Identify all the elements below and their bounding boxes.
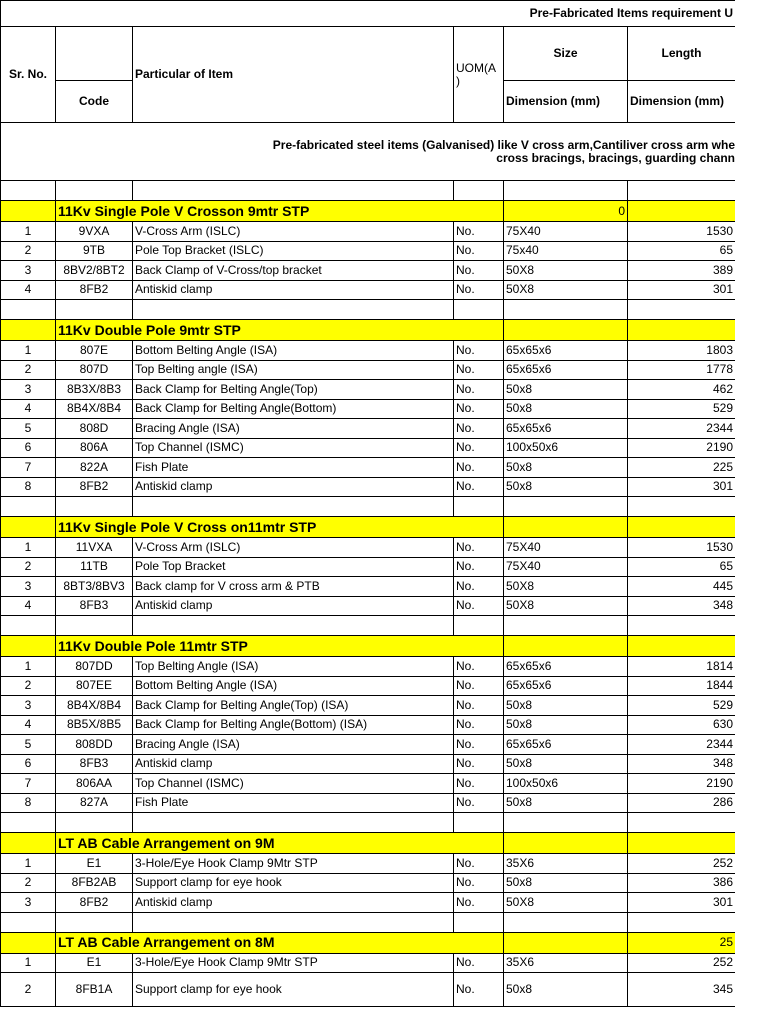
cell-code: 807DD	[56, 657, 133, 677]
table-row	[1, 793, 736, 813]
header-particular: Particular of Item	[133, 27, 454, 123]
cell-size: 75X40	[504, 557, 628, 577]
spacer-row	[1, 912, 736, 932]
cell-sr-no: 8	[1, 477, 56, 497]
cell-uom: No.	[454, 596, 504, 616]
table-row	[1, 676, 736, 696]
cell-size: 50x8	[504, 458, 628, 478]
empty-cell	[1, 616, 56, 636]
cell-particular: Antiskid clamp	[133, 893, 454, 913]
cell-uom: No.	[454, 341, 504, 361]
cell-length: 286	[628, 793, 736, 813]
cell-uom: No.	[454, 399, 504, 419]
cell-uom: No.	[454, 241, 504, 261]
header-code: Code	[56, 81, 133, 123]
banner-cell	[1, 123, 736, 181]
cell-length: 1803	[628, 341, 736, 361]
section-sr-empty	[1, 517, 56, 538]
table-row	[1, 477, 736, 497]
cell-sr-no: 6	[1, 754, 56, 774]
cell-length: 529	[628, 696, 736, 716]
cell-size: 35X6	[504, 854, 628, 874]
cell-sr-no: 7	[1, 458, 56, 478]
cell-size: 100x50x6	[504, 774, 628, 794]
cell-size: 50x8	[504, 973, 628, 1007]
table-row	[1, 774, 736, 794]
empty-cell	[454, 813, 504, 833]
cell-particular: Back Clamp for Belting Angle(Top) (ISA)	[133, 696, 454, 716]
section-header-row	[1, 320, 736, 341]
cell-particular: Bracing Angle (ISA)	[133, 419, 454, 439]
cell-uom: No.	[454, 438, 504, 458]
cell-code: 9TB	[56, 241, 133, 261]
empty-cell	[504, 181, 628, 201]
cell-sr-no: 2	[1, 873, 56, 893]
cell-length: 1778	[628, 360, 736, 380]
cell-length: 386	[628, 873, 736, 893]
empty-cell	[504, 497, 628, 517]
table-row	[1, 893, 736, 913]
cell-length: 301	[628, 477, 736, 497]
cell-uom: No.	[454, 676, 504, 696]
empty-cell	[133, 616, 454, 636]
cell-code: 8FB3	[56, 754, 133, 774]
cell-length: 1530	[628, 222, 736, 242]
cell-code: 8B3X/8B3	[56, 380, 133, 400]
cell-uom: No.	[454, 973, 504, 1007]
empty-cell	[628, 181, 736, 201]
cell-length: 445	[628, 577, 736, 597]
cell-uom: No.	[454, 854, 504, 874]
cell-sr-no: 2	[1, 973, 56, 1007]
cell-size: 100x50x6	[504, 438, 628, 458]
section-length-value	[628, 517, 736, 538]
cell-size: 75X40	[504, 222, 628, 242]
table-row	[1, 380, 736, 400]
cell-size: 50X8	[504, 893, 628, 913]
cell-size: 65x65x6	[504, 360, 628, 380]
cell-sr-no: 3	[1, 893, 56, 913]
cell-sr-no: 3	[1, 696, 56, 716]
empty-cell	[504, 300, 628, 320]
empty-cell	[56, 813, 133, 833]
table-row	[1, 419, 736, 439]
table-row	[1, 577, 736, 597]
table-row	[1, 657, 736, 677]
cell-code: 807E	[56, 341, 133, 361]
section-title: 11Kv Double Pole 9mtr STP	[56, 320, 504, 341]
cell-particular: Top Belting angle (ISA)	[133, 360, 454, 380]
cell-particular: V-Cross Arm (ISLC)	[133, 222, 454, 242]
empty-cell	[628, 912, 736, 932]
header-sr-no: Sr. No.	[1, 27, 56, 123]
empty-cell	[628, 616, 736, 636]
table-row	[1, 360, 736, 380]
cell-length: 630	[628, 715, 736, 735]
table-row	[1, 715, 736, 735]
cell-size: 50x8	[504, 696, 628, 716]
cell-code: 8FB2	[56, 280, 133, 300]
cell-sr-no: 1	[1, 341, 56, 361]
cell-code: 8FB1A	[56, 973, 133, 1007]
banner-row	[1, 123, 736, 181]
table-row	[1, 222, 736, 242]
cell-uom: No.	[454, 657, 504, 677]
cell-particular: Antiskid clamp	[133, 477, 454, 497]
empty-cell	[133, 912, 454, 932]
table-row	[1, 438, 736, 458]
cell-sr-no: 1	[1, 222, 56, 242]
cell-sr-no: 1	[1, 538, 56, 558]
cell-particular: Antiskid clamp	[133, 754, 454, 774]
cell-length: 529	[628, 399, 736, 419]
empty-cell	[454, 300, 504, 320]
section-length-value	[628, 320, 736, 341]
cell-size: 50X8	[504, 596, 628, 616]
cell-length: 345	[628, 973, 736, 1007]
cell-uom: No.	[454, 577, 504, 597]
cell-size: 35X6	[504, 953, 628, 973]
table-row	[1, 280, 736, 300]
section-length-value	[628, 201, 736, 222]
table-row	[1, 557, 736, 577]
cell-sr-no: 4	[1, 715, 56, 735]
cell-size: 50x8	[504, 873, 628, 893]
cell-uom: No.	[454, 793, 504, 813]
section-header-row	[1, 932, 736, 953]
cell-code: 808DD	[56, 735, 133, 755]
cell-size: 50x8	[504, 399, 628, 419]
cell-sr-no: 3	[1, 577, 56, 597]
section-sr-empty	[1, 932, 56, 953]
empty-cell	[133, 497, 454, 517]
cell-uom: No.	[454, 715, 504, 735]
cell-code: 8BV2/8BT2	[56, 261, 133, 281]
empty-cell	[1, 497, 56, 517]
section-size-value: 0	[504, 201, 628, 222]
cell-size: 50x8	[504, 477, 628, 497]
section-size-value	[504, 320, 628, 341]
cell-uom: No.	[454, 458, 504, 478]
section-title: 11Kv Single Pole V Cross on11mtr STP	[56, 517, 504, 538]
section-size-value	[504, 636, 628, 657]
section-header-row	[1, 636, 736, 657]
section-length-value: 25	[628, 932, 736, 953]
cell-length: 2344	[628, 735, 736, 755]
cell-length: 348	[628, 596, 736, 616]
cell-particular: Pole Top Bracket (ISLC)	[133, 241, 454, 261]
cell-code: 808D	[56, 419, 133, 439]
cell-code: E1	[56, 953, 133, 973]
empty-cell	[133, 300, 454, 320]
cell-sr-no: 2	[1, 557, 56, 577]
section-sr-empty	[1, 201, 56, 222]
banner-line-1: Pre-fabricated steel items (Galvanised) like V cross arm,Cantiliver cross arm whe	[272, 137, 735, 152]
empty-cell	[454, 912, 504, 932]
table-row	[1, 458, 736, 478]
header-code-top	[56, 27, 133, 81]
empty-cell	[56, 300, 133, 320]
empty-cell	[1, 813, 56, 833]
table-row	[1, 696, 736, 716]
section-length-value	[628, 833, 736, 854]
cell-uom: No.	[454, 261, 504, 281]
cell-size: 50x8	[504, 793, 628, 813]
cell-code: 806A	[56, 438, 133, 458]
sheet-title: Pre-Fabricated Items requirement U	[1, 1, 736, 27]
cell-code: 822A	[56, 458, 133, 478]
cell-uom: No.	[454, 873, 504, 893]
title-row	[1, 1, 736, 27]
cell-uom: No.	[454, 419, 504, 439]
cell-code: 807D	[56, 360, 133, 380]
table-row	[1, 973, 736, 1007]
table-row	[1, 596, 736, 616]
section-size-value	[504, 833, 628, 854]
cell-particular: Antiskid clamp	[133, 280, 454, 300]
cell-particular: Bracing Angle (ISA)	[133, 735, 454, 755]
cell-uom: No.	[454, 774, 504, 794]
cell-size: 65x65x6	[504, 657, 628, 677]
cell-size: 50X8	[504, 261, 628, 281]
cell-code: 9VXA	[56, 222, 133, 242]
section-title: LT AB Cable Arrangement on 8M	[56, 932, 504, 953]
cell-uom: No.	[454, 222, 504, 242]
empty-cell	[133, 813, 454, 833]
table-row	[1, 735, 736, 755]
header-uom	[454, 27, 504, 123]
table-row	[1, 873, 736, 893]
spacer-row	[1, 181, 736, 201]
header-row-1	[1, 27, 736, 81]
section-length-value	[628, 636, 736, 657]
cell-sr-no: 7	[1, 774, 56, 794]
empty-cell	[56, 912, 133, 932]
cell-sr-no: 4	[1, 399, 56, 419]
cell-code: 11VXA	[56, 538, 133, 558]
cell-code: 8FB2	[56, 893, 133, 913]
spacer-row	[1, 813, 736, 833]
banner-line-2: cross bracings, bracings, guarding chann	[496, 150, 735, 165]
cell-size: 50x8	[504, 380, 628, 400]
cell-uom: No.	[454, 696, 504, 716]
cell-particular: Support clamp for eye hook	[133, 873, 454, 893]
cell-sr-no: 3	[1, 261, 56, 281]
cell-code: 806AA	[56, 774, 133, 794]
cell-uom: No.	[454, 477, 504, 497]
cell-particular: Antiskid clamp	[133, 596, 454, 616]
cell-code: 8FB2	[56, 477, 133, 497]
cell-particular: Back Clamp for Belting Angle(Top)	[133, 380, 454, 400]
table-row	[1, 341, 736, 361]
cell-sr-no: 2	[1, 676, 56, 696]
spacer-row	[1, 300, 736, 320]
empty-cell	[56, 616, 133, 636]
section-size-value	[504, 517, 628, 538]
table-row	[1, 754, 736, 774]
empty-cell	[504, 912, 628, 932]
cell-particular: V-Cross Arm (ISLC)	[133, 538, 454, 558]
cell-length: 65	[628, 241, 736, 261]
cell-size: 50X8	[504, 280, 628, 300]
cell-length: 2190	[628, 774, 736, 794]
section-title: LT AB Cable Arrangement on 9M	[56, 833, 504, 854]
table-row	[1, 538, 736, 558]
cell-length: 65	[628, 557, 736, 577]
cell-particular: Pole Top Bracket	[133, 557, 454, 577]
cell-sr-no: 5	[1, 735, 56, 755]
cell-length: 389	[628, 261, 736, 281]
header-length: Length	[628, 27, 736, 81]
section-header-row	[1, 833, 736, 854]
cell-length: 2190	[628, 438, 736, 458]
cell-sr-no: 4	[1, 596, 56, 616]
cell-code: 8BT3/8BV3	[56, 577, 133, 597]
cell-code: 8B4X/8B4	[56, 696, 133, 716]
cell-size: 50X8	[504, 577, 628, 597]
cell-code: 8FB2AB	[56, 873, 133, 893]
section-size-value	[504, 932, 628, 953]
cell-uom: No.	[454, 538, 504, 558]
cell-particular: Fish Plate	[133, 793, 454, 813]
cell-uom: No.	[454, 557, 504, 577]
sheet-edge	[735, 0, 768, 1024]
empty-cell	[628, 813, 736, 833]
cell-sr-no: 3	[1, 380, 56, 400]
empty-cell	[133, 181, 454, 201]
cell-code: 8B5X/8B5	[56, 715, 133, 735]
cell-length: 462	[628, 380, 736, 400]
table-row	[1, 953, 736, 973]
empty-cell	[1, 912, 56, 932]
cell-length: 1844	[628, 676, 736, 696]
cell-code: 8B4X/8B4	[56, 399, 133, 419]
section-sr-empty	[1, 833, 56, 854]
cell-length: 1530	[628, 538, 736, 558]
spacer-row	[1, 616, 736, 636]
cell-size: 65x65x6	[504, 341, 628, 361]
cell-uom: No.	[454, 893, 504, 913]
cell-length: 225	[628, 458, 736, 478]
cell-size: 65x65x6	[504, 676, 628, 696]
cell-particular: Back Clamp for Belting Angle(Bottom)	[133, 399, 454, 419]
cell-length: 348	[628, 754, 736, 774]
cell-particular: Bottom Belting Angle (ISA)	[133, 341, 454, 361]
table-row	[1, 399, 736, 419]
empty-cell	[1, 300, 56, 320]
empty-cell	[56, 497, 133, 517]
table-row	[1, 261, 736, 281]
cell-size: 65x65x6	[504, 735, 628, 755]
header-length-dimension: Dimension (mm)	[628, 81, 736, 123]
cell-size: 75X40	[504, 538, 628, 558]
cell-particular: 3-Hole/Eye Hook Clamp 9Mtr STP	[133, 854, 454, 874]
section-sr-empty	[1, 636, 56, 657]
cell-particular: Top Belting Angle (ISA)	[133, 657, 454, 677]
cell-uom: No.	[454, 360, 504, 380]
cell-code: 827A	[56, 793, 133, 813]
cell-uom: No.	[454, 280, 504, 300]
cell-uom: No.	[454, 953, 504, 973]
header-size: Size	[504, 27, 628, 81]
cell-uom: No.	[454, 380, 504, 400]
table-row	[1, 241, 736, 261]
header-uom-label: UOM(A )	[456, 60, 496, 88]
section-title: 11Kv Double Pole 11mtr STP	[56, 636, 504, 657]
cell-particular: Fish Plate	[133, 458, 454, 478]
empty-cell	[504, 813, 628, 833]
header-size-dimension: Dimension (mm)	[504, 81, 628, 123]
cell-code: E1	[56, 854, 133, 874]
table-row	[1, 854, 736, 874]
cell-size: 50x8	[504, 754, 628, 774]
cell-length: 301	[628, 893, 736, 913]
cell-size: 75x40	[504, 241, 628, 261]
cell-sr-no: 1	[1, 657, 56, 677]
cell-particular: Bottom Belting Angle (ISA)	[133, 676, 454, 696]
cell-sr-no: 2	[1, 360, 56, 380]
cell-sr-no: 4	[1, 280, 56, 300]
cell-particular: Back Clamp of V-Cross/top bracket	[133, 261, 454, 281]
section-title: 11Kv Single Pole V Crosson 9mtr STP	[56, 201, 504, 222]
cell-uom: No.	[454, 735, 504, 755]
cell-sr-no: 1	[1, 953, 56, 973]
section-sr-empty	[1, 320, 56, 341]
cell-particular: Top Channel (ISMC)	[133, 438, 454, 458]
cell-sr-no: 1	[1, 854, 56, 874]
empty-cell	[454, 497, 504, 517]
cell-uom: No.	[454, 754, 504, 774]
empty-cell	[504, 616, 628, 636]
cell-sr-no: 5	[1, 419, 56, 439]
cell-length: 252	[628, 854, 736, 874]
spacer-row	[1, 497, 736, 517]
empty-cell	[628, 497, 736, 517]
cell-code: 807EE	[56, 676, 133, 696]
empty-cell	[1, 181, 56, 201]
cell-length: 252	[628, 953, 736, 973]
cell-particular: Support clamp for eye hook	[133, 973, 454, 1007]
cell-size: 65x65x6	[504, 419, 628, 439]
cell-sr-no: 2	[1, 241, 56, 261]
empty-cell	[454, 616, 504, 636]
cell-particular: 3-Hole/Eye Hook Clamp 9Mtr STP	[133, 953, 454, 973]
empty-cell	[56, 181, 133, 201]
section-header-row	[1, 201, 736, 222]
cell-particular: Back Clamp for Belting Angle(Bottom) (ISA)	[133, 715, 454, 735]
cell-sr-no: 8	[1, 793, 56, 813]
empty-cell	[628, 300, 736, 320]
cell-code: 8FB3	[56, 596, 133, 616]
cell-size: 50x8	[504, 715, 628, 735]
section-header-row	[1, 517, 736, 538]
cell-length: 2344	[628, 419, 736, 439]
cell-sr-no: 6	[1, 438, 56, 458]
cell-particular: Back clamp for V cross arm & PTB	[133, 577, 454, 597]
cell-particular: Top Channel (ISMC)	[133, 774, 454, 794]
cell-length: 301	[628, 280, 736, 300]
cell-code: 11TB	[56, 557, 133, 577]
empty-cell	[454, 181, 504, 201]
cell-length: 1814	[628, 657, 736, 677]
